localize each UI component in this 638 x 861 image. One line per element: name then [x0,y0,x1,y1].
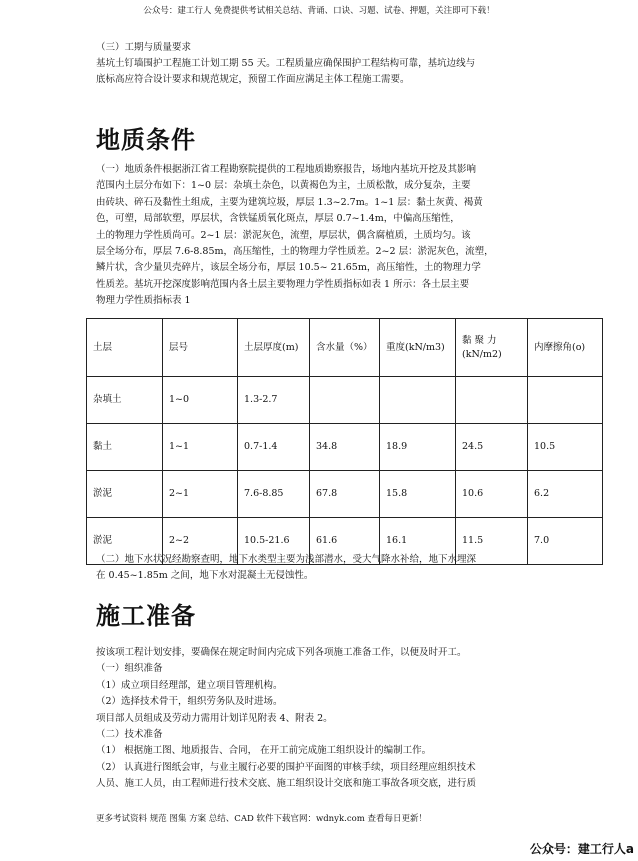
table-cell: 15.8 [380,471,456,518]
text-line: 鳞片状，含少量贝壳碎片，该层全场分布，厚层 10.5~ 21.65m，高压缩性，土的物理力学 [96,262,481,274]
table-cell: 10.5-21.6 [238,518,310,565]
schedule-paragraph [96,56,546,89]
table-header-cell: 重度(kN/m3) [380,319,456,377]
table-cell: 61.6 [310,518,380,565]
table-header-cell: 含水量（%） [310,319,380,377]
section-title-geology: 地质条件 [96,125,196,154]
text-line: （1） 根据施工图、地质报告、合同， 在开工前完成施工组织设计的编制工作。 [96,745,432,757]
table-header-cell: 黏 聚 力(kN/m2) [456,319,528,377]
table-cell: 34.8 [310,424,380,471]
text-line: 层全场分布，厚层 7.6-8.85m，高压缩性，土的物理力学性质差。2~2 层：淤泥灰色，流塑， [96,246,494,258]
table-cell: 24.5 [456,424,528,471]
table-row [87,377,603,424]
text-line: 按该项工程计划安排，要确保在规定时间内完成下列各项施工准备工作，以便及时开工。 [96,647,467,658]
table-row [87,471,603,518]
soil-properties-table [86,318,603,565]
table-cell: 7.6-8.85 [238,471,310,518]
table-cell: 6.2 [528,471,603,518]
table-cell: 1.3-2.7 [238,377,310,424]
table-header-cell: 内摩擦角(o) [528,319,603,377]
table-cell: 1~1 [163,424,238,471]
table-header-cell: 层号 [163,319,238,377]
text-line: （2）选择技术骨干，组织劳务队及时进场。 [96,696,283,708]
table-row [87,424,603,471]
table-cell: 黏土 [87,424,163,471]
text-line: （2） 认真进行图纸会审，与业主履行必要的围护平面图的审核手续，项目经理应组织技术 [96,761,476,773]
text-line: 性质差。基坑开挖深度影响范围内各土层主要物理力学性质指标如表 1 所示：各土层主要 [96,278,470,290]
table-cell: 2~2 [163,518,238,565]
table-cell: 16.1 [380,518,456,565]
text-line: （一）地质条件根据浙江省工程勘察院提供的工程地质勘察报告，场地内基坑开挖及其影响 [96,164,477,175]
table-cell: 杂填土 [87,377,163,424]
table-cell [528,377,603,424]
text-line: （二）技术准备 [96,729,163,741]
geology-paragraph [96,162,546,310]
table-cell: 10.6 [456,471,528,518]
table-cell: 10.5 [528,424,603,471]
text-line: 基坑土钉墙围护工程施工计划工期 55 天。工程质量应确保围护工程结构可靠，基坑边线与 [96,58,476,69]
table-cell: 11.5 [456,518,528,565]
section-title-preparation: 施工准备 [96,601,196,630]
table-cell: 淤泥 [87,518,163,565]
text-line: 土的物理力学性质尚可。2~1 层：淤泥灰色，流塑，厚层状，偶含腐植质，土质均匀。该 [96,229,471,241]
text-line: 色，可塑，局部软塑，厚层状，含铁锰质氧化斑点，厚层 0.7~1.4m，中偏高压缩性， [96,213,460,225]
table-cell: 0.7-1.4 [238,424,310,471]
text-line: 物理力学性质指标表 1 [96,295,191,307]
text-line: 在 0.45~1.85m 之间，地下水对混凝土无侵蚀性。 [96,570,314,582]
watermark: 公众号：建工行人a [529,842,634,856]
table-header-cell: 土层厚度(m) [238,319,310,377]
text-line: 范围内土层分布如下：1~0 层：杂填土杂色，以黄褐色为主，土质松散，成分复杂，主要 [96,180,471,192]
table-header-cell: 土层 [87,319,163,377]
text-line: 人员、施工人员，由工程师进行技术交底、施工组织设计交底和施工事故各项交底，进行质 [96,778,477,790]
table-cell [310,377,380,424]
preparation-paragraph [96,645,546,793]
text-line: （二）地下水状况经勘察查明，地下水类型主要为浅部潜水，受大气降水补给，地下水埋深 [96,554,477,565]
groundwater-paragraph [96,552,546,585]
table-cell [380,377,456,424]
table-header-row [87,319,603,377]
table-cell: 7.0 [528,518,603,565]
text-line: （一）组织准备 [96,663,163,675]
text-line: 由砖块、碎石及黏性土组成，主要为建筑垃圾，厚层 1.3~2.7m。1~1 层：黏土灰黄、褐黄 [96,196,483,208]
table-cell: 18.9 [380,424,456,471]
table-cell: 2~1 [163,471,238,518]
text-line: （1）成立项目经理部，建立项目管理机构。 [96,679,283,691]
table-cell: 1~0 [163,377,238,424]
table-cell [456,377,528,424]
text-line: 底标高应符合设计要求和规范规定，预留工作面应满足主体工程施工需要。 [96,74,410,86]
footer-note: 更多考试资料 规范 图集 方案 总结、CAD 软件下载官网：wdnyk.com 查看每日更新！ [96,814,427,824]
text-line: 项目部人员组成及劳动力需用计划详见附表 4、附表 2。 [96,712,333,724]
table-cell: 淤泥 [87,471,163,518]
table-cell: 67.8 [310,471,380,518]
schedule-heading: （三）工期与质量要求 [96,42,192,53]
header-notice: 公众号：建工行人 免费提供考试相关总结、背诵、口诀、习题、试卷、押题，关注即可下载！ [143,6,495,16]
